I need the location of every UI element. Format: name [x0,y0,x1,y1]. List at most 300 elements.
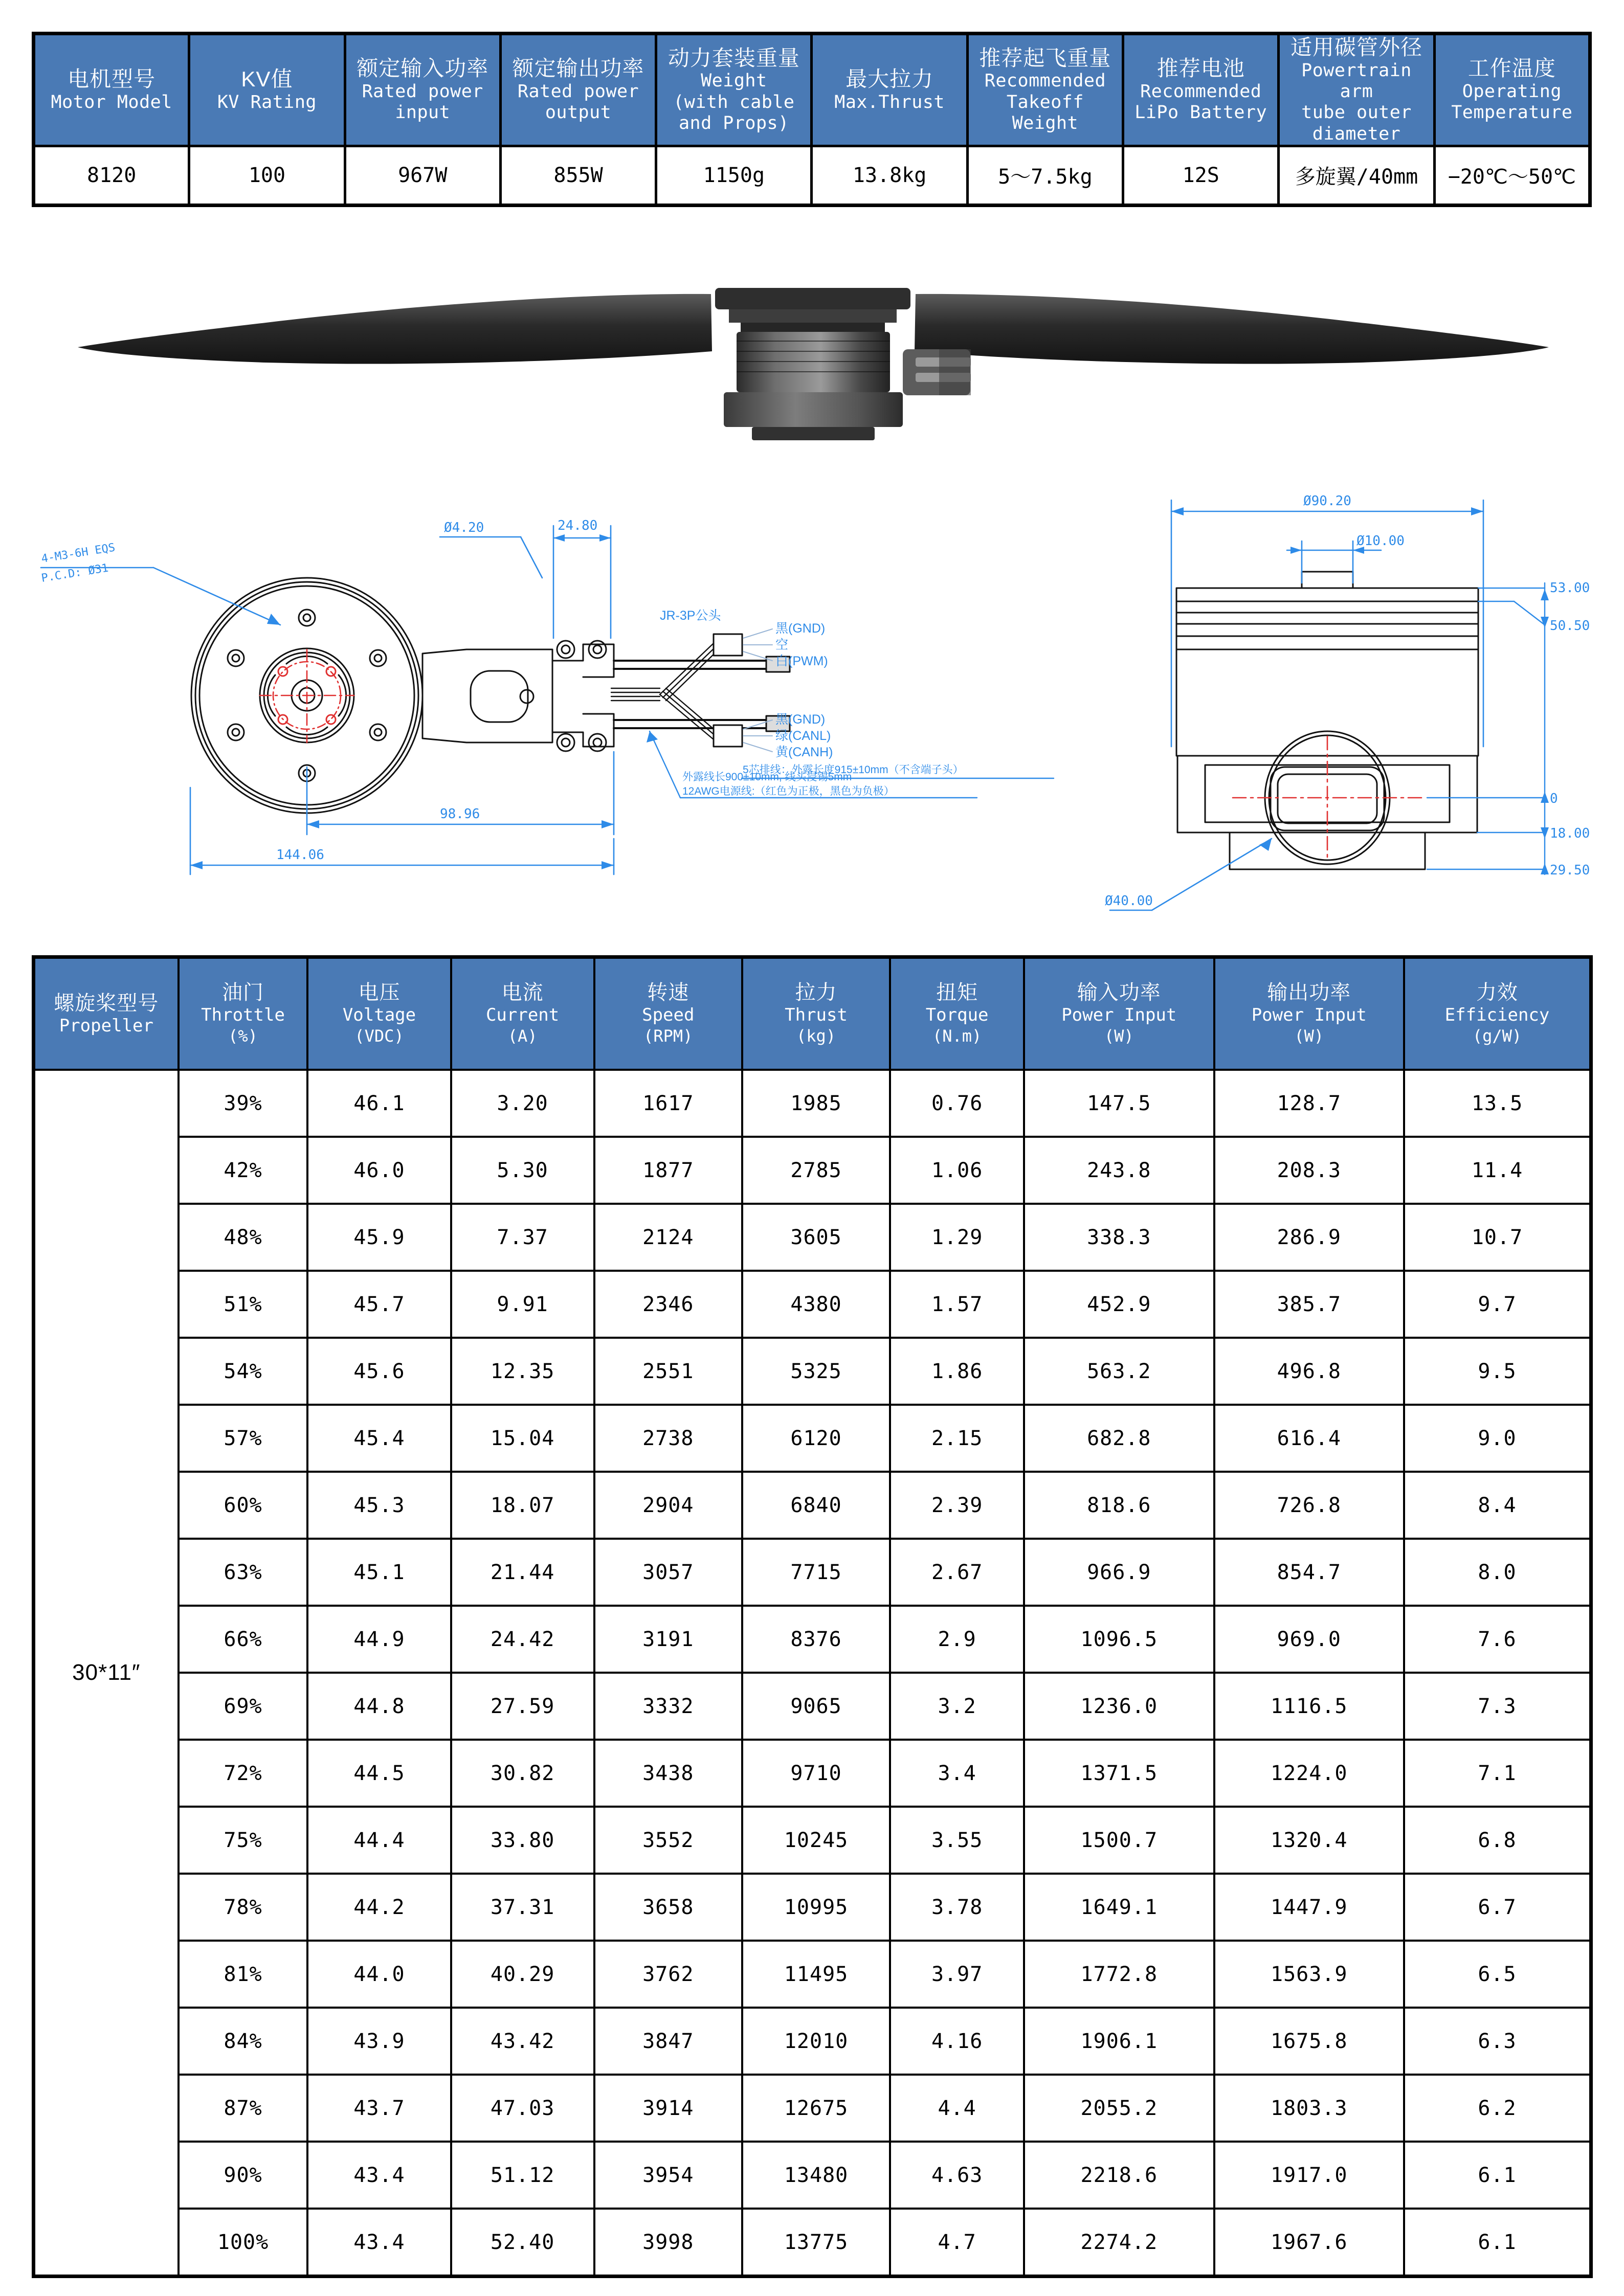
table-cell-value: 2346 [642,1292,694,1316]
spec-value-text-6: 5～7.5kg [998,165,1093,189]
table-cell [1214,2142,1404,2209]
table-cell [1214,1606,1404,1673]
spec-header-3 [500,34,656,146]
table-cell-value: 44.9 [353,1627,405,1651]
table-cell [179,1606,308,1673]
table-cell [451,1338,594,1405]
table-cell [742,1405,890,1472]
table-cell-value: 4380 [790,1292,842,1316]
spec-header-7 [1123,34,1279,146]
spec-header-cn-5: 最大拉力 [846,66,934,91]
table-cell [451,1606,594,1673]
table-cell-value: 13.5 [1471,1091,1523,1115]
table-cell [451,1405,594,1472]
table-cell-value: 46.0 [353,1158,405,1182]
table-cell [1024,1606,1214,1673]
technical-drawings [0,481,1624,941]
perf-header-3 [451,957,594,1070]
table-cell [451,1271,594,1338]
table-cell [1214,1740,1404,1807]
table-cell [451,1472,594,1539]
table-cell [1214,1204,1404,1271]
table-cell [594,2008,742,2075]
table-cell [594,1338,742,1405]
table-cell-value: 3914 [642,2096,694,2120]
table-cell [179,1405,308,1472]
table-row [34,1070,1591,1137]
table-cell [307,2209,451,2277]
table-cell-value: 2218.6 [1080,2163,1158,2187]
table-cell [742,2075,890,2142]
table-cell [307,1941,451,2008]
table-cell [890,1807,1024,1874]
table-cell-value: 33.80 [490,1828,555,1852]
table-cell-value: 13480 [784,2163,849,2187]
performance-header-row [34,957,1591,1070]
propeller-model-text: 30*11″ [72,1660,141,1685]
table-cell [1024,1539,1214,1606]
spec-value-9 [1434,146,1590,205]
table-cell [307,1338,451,1405]
table-cell [1404,1204,1591,1271]
table-cell [179,1673,308,1740]
table-cell [179,1271,308,1338]
table-cell-value: 1967.6 [1271,2230,1348,2254]
table-cell [1214,1807,1404,1874]
table-cell-value: 42% [224,1158,262,1182]
table-cell-value: 43.4 [353,2230,405,2254]
table-cell [451,2142,594,2209]
table-cell [742,1740,890,1807]
table-cell-value: 15.04 [490,1426,555,1450]
dim-height-0: 0 [1550,791,1558,806]
table-cell [179,1204,308,1271]
table-cell-value: 9710 [790,1761,842,1785]
perf-header-cn-8: 输出功率 [1267,981,1351,1004]
spec-header-en-8-1: tube outer [1301,102,1412,123]
spec-header-en-0-0: Motor Model [51,92,172,112]
table-cell-value: 2.39 [931,1493,983,1517]
table-cell [1214,1137,1404,1204]
drawing-side-view [1105,493,1590,910]
perf-header-cn-6: 扭矩 [936,981,978,1004]
pin-label-bottom-0: 黑(GND) [775,712,826,727]
table-cell-value: 21.44 [490,1560,555,1584]
table-cell [451,1204,594,1271]
propeller-model-cell [34,1070,179,2277]
table-cell [742,1673,890,1740]
table-cell [1404,1941,1591,2008]
table-cell-value: 72% [224,1761,262,1785]
spec-header-cn-6: 推荐起飞重量 [979,46,1111,70]
table-cell [451,2008,594,2075]
table-cell [179,1807,308,1874]
table-row [34,2008,1591,2075]
table-cell [1024,1070,1214,1137]
table-cell [1024,2075,1214,2142]
table-cell-value: 1803.3 [1271,2096,1348,2120]
signal-wire-note: 5芯排线：外露长度915±10mm（不含端子头） [743,764,964,776]
spec-header-cn-1: KV值 [241,66,293,91]
table-cell-value: 147.5 [1087,1091,1151,1115]
propeller-blade-left [78,294,712,364]
table-cell-value: 3438 [642,1761,694,1785]
table-cell-value: 69% [224,1694,262,1718]
table-cell [1024,1740,1214,1807]
table-cell-value: 286.9 [1277,1225,1341,1249]
table-cell-value: 7.1 [1478,1761,1517,1785]
table-cell [451,1070,594,1137]
spec-header-cn-0: 电机型号 [68,66,156,91]
spec-header-en-7-0: Recommended [1140,81,1262,102]
spec-value-2 [345,146,500,205]
table-cell [179,2142,308,2209]
table-cell [307,1204,451,1271]
perf-header-en-2: Voltage [342,1004,416,1025]
dim-width-2480: 24.80 [558,518,598,533]
table-cell [742,1338,890,1405]
table-cell-value: 63% [224,1560,262,1584]
table-cell [1024,1405,1214,1472]
table-cell [890,1405,1024,1472]
table-cell [594,1405,742,1472]
table-cell-value: 7.37 [497,1225,548,1249]
table-cell-value: 6.1 [1478,2230,1517,2254]
table-cell [1214,2008,1404,2075]
table-cell-value: 81% [224,1962,262,1986]
table-cell [1214,2075,1404,2142]
table-cell [594,1807,742,1874]
table-cell-value: 2738 [642,1426,694,1450]
table-cell-value: 3998 [642,2230,694,2254]
pcd-note-line1: 4-M3-6H EQS [40,541,116,566]
table-cell-value: 6.1 [1478,2163,1517,2187]
table-cell-value: 0.76 [931,1091,983,1115]
perf-header-cn-1: 油门 [222,981,264,1004]
table-cell [1404,1070,1591,1137]
perf-header-1 [179,957,308,1070]
table-row [34,1673,1591,1740]
table-cell-value: 8.4 [1478,1493,1517,1517]
table-cell-value: 7715 [790,1560,842,1584]
table-cell-value: 2551 [642,1359,694,1383]
table-cell [307,1673,451,1740]
table-cell [890,1271,1024,1338]
table-cell-value: 6.2 [1478,2096,1517,2120]
table-cell-value: 496.8 [1277,1359,1341,1383]
table-cell-value: 1649.1 [1080,1895,1158,1919]
table-cell [742,1070,890,1137]
table-cell-value: 12.35 [490,1359,555,1383]
spec-header-cn-4: 动力套装重量 [668,46,800,70]
table-cell-value: 8376 [790,1627,842,1651]
table-cell-value: 5325 [790,1359,842,1383]
table-cell-value: 45.1 [353,1560,405,1584]
table-cell [1214,2209,1404,2277]
spec-header-row [34,34,1590,146]
dim-diameter-9020: Ø90.20 [1303,493,1351,509]
table-cell [307,2075,451,2142]
table-cell-value: 128.7 [1277,1091,1341,1115]
table-cell-value: 18.07 [490,1493,555,1517]
table-cell [1404,1338,1591,1405]
perf-header-cn-0: 螺旋桨型号 [54,992,159,1015]
table-cell-value: 3.78 [931,1895,983,1919]
table-cell [451,1740,594,1807]
table-cell [890,1874,1024,1941]
table-cell-value: 3605 [790,1225,842,1249]
table-cell-value: 27.59 [490,1694,555,1718]
table-cell-value: 4.4 [938,2096,976,2120]
table-cell [451,1539,594,1606]
table-cell [890,1673,1024,1740]
table-cell [1404,2142,1591,2209]
dim-diameter-4000: Ø40.00 [1105,893,1153,909]
table-cell [742,1807,890,1874]
spec-header-8 [1279,34,1434,146]
table-cell [1024,1338,1214,1405]
table-cell [742,1137,890,1204]
table-cell-value: 45.9 [353,1225,405,1249]
spec-header-0 [34,34,189,146]
perf-header-cn-3: 电流 [501,981,544,1004]
table-cell [890,2209,1024,2277]
table-cell [1404,1874,1591,1941]
motor-spec-table [32,32,1592,207]
performance-table-container [32,955,1593,2278]
table-cell-value: 9065 [790,1694,842,1718]
table-cell-value: 10995 [784,1895,849,1919]
perf-header-en-8: Power Input [1251,1004,1367,1025]
perf-header-2 [307,957,451,1070]
spec-header-en-3-1: output [545,102,612,123]
propeller-blade-right [915,294,1549,364]
table-cell [307,1606,451,1673]
spec-header-cn-3: 额定输出功率 [512,56,644,81]
table-cell [742,1271,890,1338]
table-cell-value: 2274.2 [1080,2230,1158,2254]
table-cell-value: 1617 [642,1091,694,1115]
spec-value-text-9: −20℃～50℃ [1448,165,1576,189]
table-row [34,1606,1591,1673]
perf-header-8 [1214,957,1404,1070]
dim-height-5300: 53.00 [1550,580,1590,596]
jr-3p-connector-bottom [714,725,742,747]
table-cell [1024,1137,1214,1204]
table-cell-value: 1.86 [931,1359,983,1383]
table-cell [179,2075,308,2142]
table-cell-value: 726.8 [1277,1493,1341,1517]
perf-header-en-4: Speed [642,1004,695,1025]
perf-header-unit-2: (VDC) [354,1026,404,1046]
table-cell-value: 84% [224,2029,262,2053]
spec-header-en-3-0: Rated power [517,81,639,102]
table-cell [742,2209,890,2277]
table-row [34,1472,1591,1539]
table-cell [594,1606,742,1673]
table-cell [179,1740,308,1807]
table-cell [307,1874,451,1941]
table-cell-value: 46.1 [353,1091,405,1115]
spec-value-text-5: 13.8kg [852,163,927,187]
table-cell-value: 1906.1 [1080,2029,1158,2053]
table-row [34,1874,1591,1941]
table-cell-value: 100% [217,2230,269,2254]
table-cell [890,2075,1024,2142]
table-cell-value: 4.7 [938,2230,976,2254]
table-cell [890,1338,1024,1405]
table-cell [1214,1472,1404,1539]
connector-label: JR-3P公头 [660,609,721,623]
table-cell-value: 12675 [784,2096,849,2120]
pin-label-bottom-2: 黄(CANH) [775,745,833,759]
table-cell [1024,1271,1214,1338]
table-cell-value: 9.91 [497,1292,548,1316]
dim-diameter-1000: Ø10.00 [1356,533,1405,549]
table-cell-value: 3332 [642,1694,694,1718]
table-cell [179,1874,308,1941]
arm-tube-clamp [903,349,971,395]
table-row [34,1941,1591,2008]
table-row [34,1338,1591,1405]
table-cell [742,1539,890,1606]
table-cell-value: 43.42 [490,2029,555,2053]
table-cell [179,1338,308,1405]
table-cell [179,1070,308,1137]
table-cell [594,1539,742,1606]
table-cell-value: 24.42 [490,1627,555,1651]
perf-header-cn-5: 拉力 [795,981,837,1004]
table-cell-value: 208.3 [1277,1158,1341,1182]
table-cell [307,1539,451,1606]
table-cell-value: 9.5 [1478,1359,1517,1383]
table-row [34,1740,1591,1807]
table-cell [1404,1807,1591,1874]
perf-header-cn-4: 转速 [647,981,689,1004]
table-cell-value: 4.63 [931,2163,983,2187]
table-cell [594,1874,742,1941]
table-cell [179,1472,308,1539]
table-cell [890,1070,1024,1137]
spec-header-en-2-0: Rated power [362,81,483,102]
table-cell-value: 51% [224,1292,262,1316]
spec-header-en-9-1: Temperature [1451,102,1573,123]
table-cell [179,1137,308,1204]
table-cell-value: 338.3 [1087,1225,1151,1249]
table-cell [307,1137,451,1204]
table-cell-value: 2055.2 [1080,2096,1158,2120]
power-wire-note-line1: 外露线长900±10mm, 线头浸锡5mm [682,771,852,783]
perf-header-unit-7: (W) [1104,1026,1134,1046]
table-cell-value: 43.4 [353,2163,405,2187]
spec-header-en-8-0: Powertrain arm [1301,60,1412,102]
table-cell [307,1472,451,1539]
table-cell [1024,2209,1214,2277]
dim-height-2950: 29.50 [1550,863,1590,878]
table-cell-value: 1320.4 [1271,1828,1348,1852]
table-cell-value: 87% [224,2096,262,2120]
table-cell [307,1807,451,1874]
table-cell-value: 44.8 [353,1694,405,1718]
table-cell [1214,1539,1404,1606]
perf-header-en-6: Torque [925,1004,989,1025]
propeller-hub [715,288,910,309]
table-cell-value: 3.4 [938,1761,976,1785]
table-cell-value: 13775 [784,2230,849,2254]
table-cell [890,1941,1024,2008]
table-cell-value: 2785 [790,1158,842,1182]
spec-header-9 [1434,34,1590,146]
table-cell-value: 44.0 [353,1962,405,1986]
table-cell-value: 1224.0 [1271,1761,1348,1785]
table-cell-value: 54% [224,1359,262,1383]
table-cell [742,2008,890,2075]
perf-header-unit-3: (A) [507,1026,538,1046]
table-cell [451,2075,594,2142]
dim-length-14406: 144.06 [276,847,324,863]
table-cell-value: 7.3 [1478,1694,1517,1718]
performance-test-table [32,955,1593,2278]
spec-value-text-1: 100 [248,163,286,187]
table-cell [1404,1271,1591,1338]
perf-header-en-5: Thrust [785,1004,848,1025]
table-cell [594,1472,742,1539]
spec-table-container [32,32,1592,207]
table-cell [179,1941,308,2008]
table-cell-value: 6.3 [1478,2029,1517,2053]
spec-value-text-8: 多旋翼/40mm [1295,165,1418,189]
table-cell-value: 6.8 [1478,1828,1517,1852]
table-cell [1024,1941,1214,2008]
table-cell [594,1941,742,2008]
table-cell [742,2142,890,2209]
table-cell [594,1673,742,1740]
table-cell-value: 6120 [790,1426,842,1450]
product-photo [0,233,1624,447]
table-cell-value: 12010 [784,2029,849,2053]
dim-length-9896: 98.96 [440,806,480,822]
table-cell [1404,1673,1591,1740]
drawing-top-view [40,518,1054,874]
table-cell-value: 6840 [790,1493,842,1517]
spec-header-en-2-1: input [395,102,451,123]
table-cell-value: 1.57 [931,1292,983,1316]
table-cell-value: 11.4 [1471,1158,1523,1182]
table-cell [451,2209,594,2277]
table-cell [594,1070,742,1137]
perf-header-cn-2: 电压 [358,981,401,1004]
perf-header-0 [34,957,179,1070]
table-cell [1024,1874,1214,1941]
table-cell-value: 966.9 [1087,1560,1151,1584]
table-cell-value: 1877 [642,1158,694,1182]
table-cell [1024,2008,1214,2075]
table-cell [1214,1874,1404,1941]
table-cell-value: 45.7 [353,1292,405,1316]
spec-value-1 [189,146,345,205]
perf-header-en-9: Efficiency [1444,1004,1550,1025]
table-cell [742,1472,890,1539]
dim-hole-diameter: Ø4.20 [444,520,484,535]
spec-header-cn-8: 适用碳管外径 [1291,35,1423,59]
table-cell-value: 51.12 [490,2163,555,2187]
spec-value-4 [656,146,812,205]
motor-mount-bracket [724,392,903,427]
table-row [34,1405,1591,1472]
table-cell [1214,1070,1404,1137]
table-cell [1404,1539,1591,1606]
table-cell-value: 44.2 [353,1895,405,1919]
